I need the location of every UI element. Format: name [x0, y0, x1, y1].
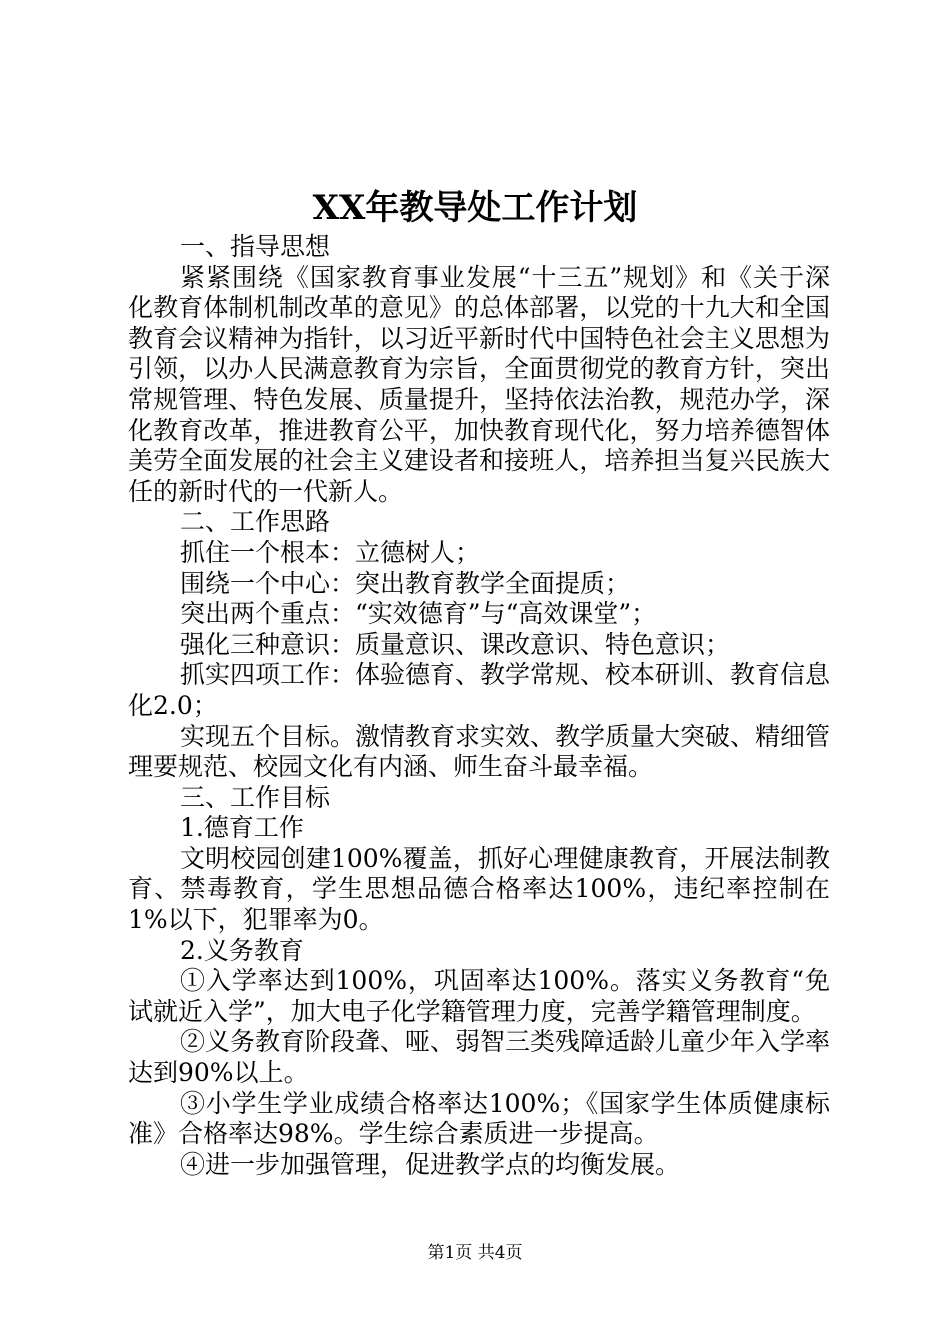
- list-item: ④进一步加强管理，促进教学点的均衡发展。: [180, 1149, 681, 1179]
- paragraph: 文明校园创建100%覆盖，抓好心理健康教育，开展法制教育、禁毒教育，学生思想品德合格率达100%，违纪率控制在1%以下，犯罪率为0。: [128, 843, 830, 935]
- section-heading: 一、指导思想: [180, 232, 331, 261]
- paragraph: 围绕一个中心：突出教育教学全面提质；: [180, 568, 631, 598]
- subsection-heading: 2.义务教育: [180, 935, 304, 965]
- section-heading: 二、工作思路: [180, 507, 331, 537]
- list-item: ①入学率达到100%，巩固率达100%。落实义务教育“免试就近入学”，加大电子化学籍管理力度，完善学籍管理制度。: [128, 966, 830, 1026]
- page-number-footer: 第1页 共4页: [427, 1243, 523, 1263]
- subsection-heading: 1.德育工作: [180, 813, 304, 843]
- section-heading: 三、工作目标: [180, 782, 331, 812]
- paragraph: 突出两个重点：“实效德育”与“高效课堂”；: [180, 599, 657, 629]
- list-item: ②义务教育阶段聋、哑、弱智三类残障适龄儿童少年入学率达到90%以上。: [128, 1027, 831, 1088]
- paragraph: 实现五个目标。激情教育求实效、教学质量大突破、精细管理要规范、校园文化有内涵、师生奋斗最幸福。: [128, 721, 831, 782]
- paragraph: 抓住一个根本：立德树人；: [180, 537, 481, 567]
- list-item: ③小学生学业成绩合格率达100%；《国家学生体质健康标准》合格率达98%。学生综合素质进一步提高。: [128, 1088, 830, 1149]
- document-body: [128, 232, 830, 1180]
- paragraph: 紧紧围绕《国家教育事业发展“十三五”规划》和《关于深化教育体制机制改革的意见》的总体部署，以党的十九大和全国教育会议精神为指针，以习近平新时代中国特色社会主义思想为引领，以办人民满意教育为宗旨，全面贯彻党的教育方针，突出常规管理、特色发展、质量提升，坚持依法治教，规范办学，深化教育改革，推进教育公平，加快教育现代化，努力培养德智体美劳全面发展的社会主义建设者和接班人，培养担当复兴民族大任的新时代的一代新人。: [128, 262, 830, 506]
- paragraph: 抓实四项工作：体验德育、教学常规、校本研训、教育信息化2.0；: [128, 660, 831, 720]
- paragraph: 强化三种意识：质量意识、课改意识、特色意识；: [180, 629, 731, 659]
- document-title: XX年教导处工作计划: [312, 188, 638, 228]
